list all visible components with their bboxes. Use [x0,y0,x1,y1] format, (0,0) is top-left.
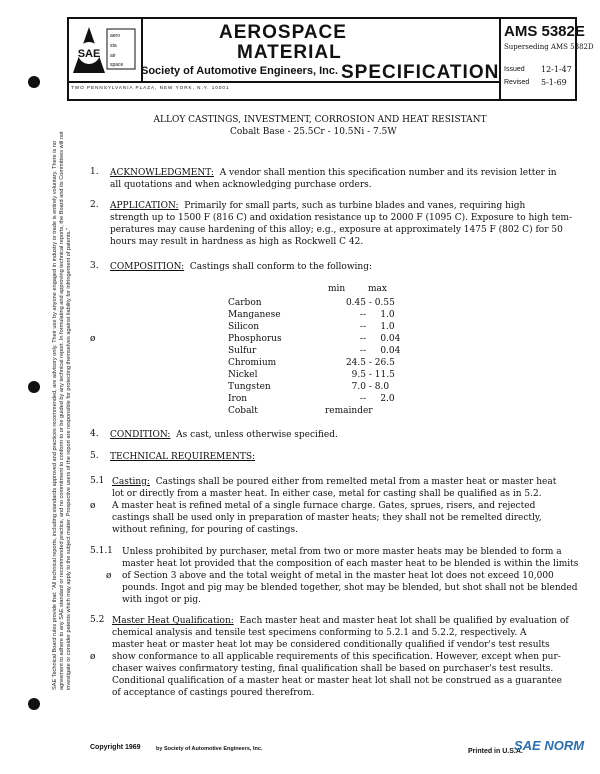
body-line: master heat or master heat lot may be considered conditionally qualified if vendor's test results [112,640,550,650]
organization-address: TWO PENNSYLVANIA PLAZA, NEW YORK, N.Y. 10001 [71,85,230,90]
sae-logo [69,19,143,81]
revised-label: Revised [504,79,530,86]
change-mark: ø [106,571,112,581]
body-line: of acceptance of castings poured therefrom. [112,688,315,698]
table-row: Manganese -- 1.0 [228,310,395,320]
body-line: A vendor shall mention this specification number and its revision letter in [219,168,557,178]
spec-number: AMS 5382E [504,23,585,40]
printed-in: Printed in U.S.A. [468,748,523,755]
logo-text-4: space [110,62,124,68]
body-line: Unless prohibited by purchaser, metal from two or more master heats may be blended to form a [122,547,562,557]
body-line: castings shall be used only in preparation of master heats; they shall not be remelted directly, [112,513,542,523]
body-line: without refining, for pouring of castings. [112,525,298,535]
document-title: ALLOY CASTINGS, INVESTMENT, CORROSION AND HEAT RESISTANT [153,115,487,125]
section-number: 1. [90,167,99,177]
logo-text-3: air [110,53,116,59]
title-material: MATERIAL [237,42,342,63]
punch-hole [28,698,40,710]
body-line: chemical analysis and tensile test specimens conforming to 5.2.1 and 5.2.2, respectively. A [112,628,527,638]
body-line: of Section 3 above and the total weight of metal in the master heat lot does not exceed 10,000 [122,571,554,581]
section-heading: CONDITION: [110,430,171,440]
table-row: Cobalt remainder [228,406,373,416]
body-line: As cast, unless otherwise specified. [176,430,338,440]
body-line: master heat lot provided that the composition of each master heat to be blended is within the limits [122,559,579,569]
section-blending [122,546,578,606]
title-aerospace: AEROSPACE [219,22,347,43]
table-row: Carbon 0.45 - 0.55 [228,298,395,308]
section-heading: COMPOSITION: [110,262,185,272]
composition-table [228,297,428,417]
section-number: 2. [90,200,99,210]
table-row: Sulfur -- 0.04 [228,346,401,356]
body-line: Primarily for small parts, such as turbine blades and vanes, requiring high [184,201,526,211]
section-acknowledgment [110,167,557,191]
body-line: A master heat is refined metal of a single furnace charge. Gates, sprues, risers, and rejected [112,501,536,511]
body-line: all quotations and when acknowledging purchase orders. [110,180,372,190]
body-line: lot or directly from a master heat. In either case, metal for casting shall be qualified as in 5.2. [112,489,542,499]
section-heading: ACKNOWLEDGMENT: [110,168,214,178]
body-line: pounds. Ingot and pig may be blended together, shot may be blended, but shot shall not be blended [122,583,578,593]
issued-label: Issued [504,66,525,73]
body-line: chaser waives confirmatory testing, final qualification shall be based on purchaser's test results. [112,664,554,674]
section-number: 3. [90,261,99,271]
body-line: peratures may cause hardening of this alloy; e.g., exposure at approximately 1475 F (802 C) for 50 [110,225,563,235]
issued-date: 12-1-47 [541,65,572,74]
header-divider [69,81,499,83]
body-line: strength up to 1500 F (816 C) and oxidation resistance up to 2000 F (1095 C). Exposure to high tem- [110,213,573,223]
logo-letters: SAE [77,48,101,60]
punch-hole [28,381,40,393]
section-number: 5.1.1 [90,546,113,556]
change-mark: ø [90,501,96,511]
spec-number-cell [499,19,594,99]
spec-header [67,17,594,101]
section-application [110,200,572,248]
body-line: Each master heat and master heat lot shall be qualified by evaluation of [239,616,569,626]
body-line: Castings shall be poured either from remelted metal from a master heat or master heat [155,477,557,487]
table-row: Silicon -- 1.0 [228,322,395,332]
section-number: 5.2 [90,615,105,625]
table-row: Phosphorus -- 0.04 [228,334,401,344]
watermark-logo: SAE NORM [514,738,585,753]
table-row: Iron -- 2.0 [228,394,395,404]
organization-name: Society of Automotive Engineers, Inc. [141,65,339,77]
table-row: Tungsten 7.0 - 8.0 [228,382,390,392]
document-subtitle: Cobalt Base - 25.5Cr - 10.5Ni - 7.5W [230,127,397,137]
section-heading: TECHNICAL REQUIREMENTS: [110,452,256,462]
section-heading: Casting: [112,477,150,487]
logo-text-1: aero [110,33,121,39]
body-line: with ingot or pig. [122,595,202,605]
section-condition [110,429,338,441]
body-line: Conditional qualification of a master heat or master heat lot shall not be construed as a guarantee [112,676,562,686]
body-line: show conformance to all applicable requirements of this specification. However, except when pur- [112,652,561,662]
logo-text-2: sta [110,43,117,49]
section-number: 4. [90,429,99,439]
copyright-holder: by Society of Automotive Engineers, Inc. [156,746,263,752]
section-heading: APPLICATION: [110,201,179,211]
section-casting [112,476,556,536]
title-cell [141,19,499,81]
body-line: Castings shall conform to the following: [189,262,373,272]
copyright-year: Copyright 1969 [90,744,141,751]
change-mark: ø [90,334,96,344]
punch-hole [28,76,40,88]
body-line: hours may result in hardness as high as Rockwell C 42. [110,237,364,247]
section-composition [110,261,372,273]
section-heading: Master Heat Qualification: [112,616,234,626]
col-max: max [368,284,387,294]
col-min: min [328,284,346,294]
title-specification: SPECIFICATION [341,62,500,83]
section-number: 5.1 [90,476,105,486]
section-number: 5. [90,451,99,461]
side-disclaimer: SAE Technical Board rules provide that: "All technical reports, including standards approved and practices recommended, are advisory only. Their use by anyone engaged in industry or trade is entirely voluntary. There is no agreement to adhere to any SAE standard or recommended practice, and no commitment to conform to or be guided by any technical report. In formulating and approving technical reports, the Board and its Committees will not investigate or consider patents which may apply to the subject matter. Prospective users of the report are responsible for protecting themselves against liability for infringement of patents." [52,131,72,690]
table-row: Nickel 9.5 - 11.5 [228,370,395,380]
table-row: Chromium 24.5 - 26.5 [228,358,395,368]
section-master-heat [112,615,569,699]
superseding: Superseding AMS 5382D [504,43,594,51]
revised-date: 5-1-69 [541,78,567,87]
change-mark: ø [90,652,96,662]
